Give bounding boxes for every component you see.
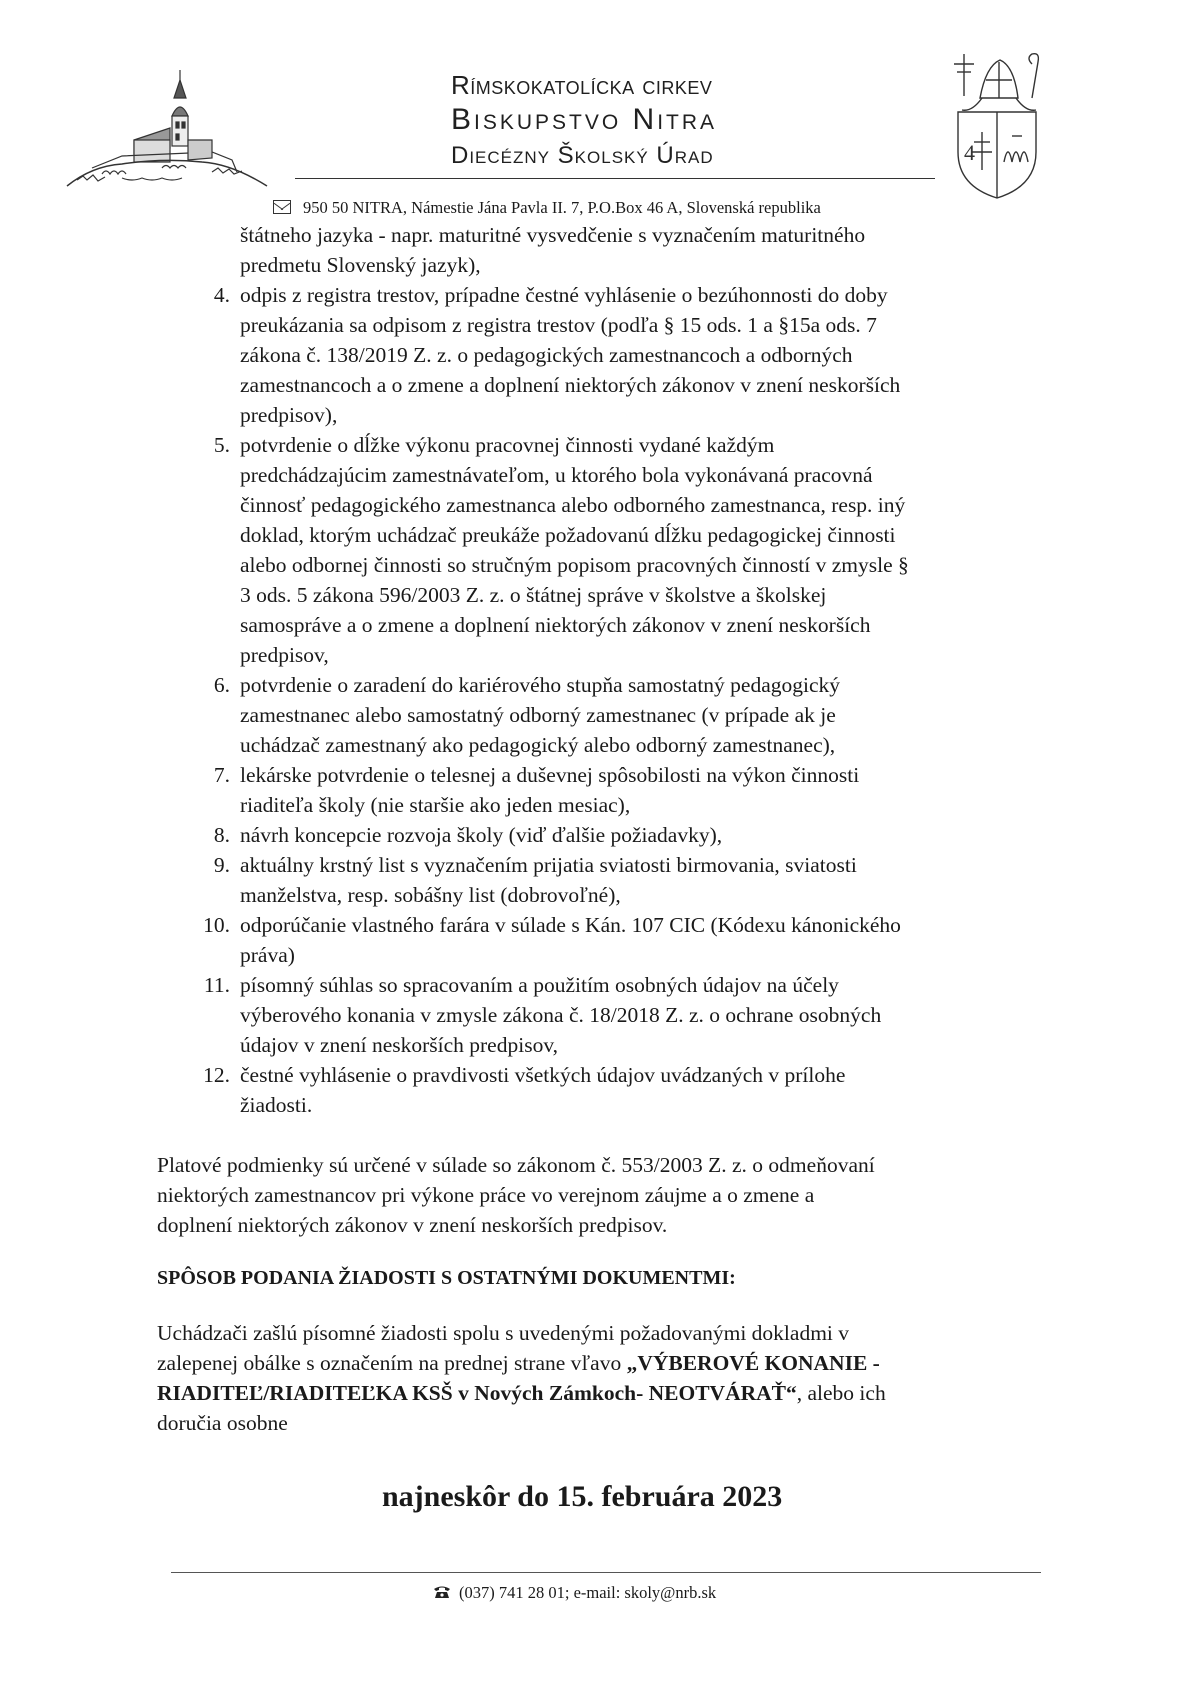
- list-item-line: predpisov),: [240, 403, 338, 427]
- submission-heading: SPÔSOB PODANIA ŽIADOSTI S OSTATNÝMI DOKUMENTMI:: [157, 1267, 736, 1289]
- submission-paragraph: [157, 1318, 886, 1438]
- salary-paragraph: [157, 1150, 875, 1240]
- list-item-line: výberového konania v zmysle zákona č. 18/2018 Z. z. o ochrane osobných: [240, 1003, 882, 1027]
- submission-line-4: doručia osobne: [157, 1411, 288, 1435]
- list-item-line: preukázania sa odpisom z registra trestov (podľa § 15 ods. 1 a §15a ods. 7: [240, 313, 877, 337]
- letterhead-address: 950 50 NITRA, Námestie Jána Pavla II. 7, P.O.Box 46 A, Slovenská republika: [273, 198, 821, 218]
- list-item-number: 7.: [213, 763, 230, 787]
- list-item-line: riaditeľa školy (nie staršie ako jeden mesiac),: [240, 793, 631, 817]
- coat-of-arms-icon: [942, 52, 1050, 202]
- list-item-line: zákona č. 138/2019 Z. z. o pedagogických zamestnancoch a odborných: [240, 343, 853, 367]
- list-item-line: potvrdenie o dĺžke výkonu pracovnej činnosti vydané každým: [240, 433, 775, 457]
- list-item-number: 4.: [213, 283, 230, 307]
- list-item-text: [240, 760, 859, 820]
- list-item-line: potvrdenie o zaradení do kariérového stupňa samostatný pedagogický: [240, 673, 841, 697]
- list-item-line: čestné vyhlásenie o pravdivosti všetkých údajov uvádzaných v prílohe: [240, 1063, 846, 1087]
- submission-line-1: Uchádzači zašlú písomné žiadosti spolu s uvedenými požadovanými dokladmi v: [157, 1321, 850, 1345]
- list-item-line: písomný súhlas so spracovaním a použitím osobných údajov na účely: [240, 973, 839, 997]
- list-item-number: 12.: [203, 1063, 230, 1087]
- list-item-line: údajov v znení neskorších predpisov,: [240, 1033, 559, 1057]
- salary-line-2: niektorých zamestnancov pri výkone práce vo verejnom záujme a o zmene a: [157, 1183, 815, 1207]
- continuation-line-1: štátneho jazyka - napr. maturitné vysvedčenie s vyznačením maturitného: [240, 223, 866, 247]
- list-item-line: žiadosti.: [240, 1093, 313, 1117]
- list-item-number: 8.: [213, 823, 230, 847]
- list-item-line: činnosť pedagogického zamestnanca alebo odborného zamestnanca, resp. iný: [240, 493, 906, 517]
- list-item-text: [240, 820, 722, 850]
- list-item-line: samospráve a o zmene a doplnení niektorých zákonov v znení neskorších: [240, 613, 871, 637]
- letterhead-church-name: Rímskokatolícka cirkev: [451, 70, 713, 100]
- submission-line-3: RIADITEĽ/RIADITEĽKA KSŠ v Nových Zámkoch- NEOTVÁRAŤ“, alebo ich: [157, 1381, 886, 1405]
- list-item-line: lekárske potvrdenie o telesnej a duševnej spôsobilosti na výkon činnosti: [240, 763, 860, 787]
- phone-icon: [433, 1585, 451, 1599]
- list-item-text: [240, 910, 901, 970]
- list-item-line: návrh koncepcie rozvoja školy (viď ďalšie požiadavky),: [240, 823, 723, 847]
- footer-contact: [433, 1583, 716, 1603]
- list-item-line: aktuálny krstný list s vyznačením prijatia sviatosti birmovania, sviatosti: [240, 853, 857, 877]
- list-item-number: 9.: [213, 853, 230, 877]
- list-item-line: 3 ods. 5 zákona 596/2003 Z. z. o štátnej správe v školstve a školskej: [240, 583, 827, 607]
- list-item-line: odporúčanie vlastného farára v súlade s Kán. 107 CIC (Kódexu kánonického: [240, 913, 901, 937]
- footer-divider: [171, 1572, 1041, 1573]
- list-item-line: odpis z registra trestov, prípadne čestné vyhlásenie o bezúhonnosti do doby: [240, 283, 888, 307]
- list-item-line: predpisov,: [240, 643, 329, 667]
- list-item-number: 10.: [203, 913, 230, 937]
- list-item-text: [240, 280, 900, 430]
- list-item-number: 5.: [213, 433, 230, 457]
- list-item-line: zamestnancoch a o zmene a doplnení niektorých zákonov v znení neskorších: [240, 373, 901, 397]
- submission-line-2: zalepenej obálke s označením na prednej strane vľavo „VÝBEROVÉ KONANIE -: [157, 1351, 880, 1375]
- castle-logo-icon: [62, 68, 272, 196]
- footer-text: (037) 741 28 01; e-mail: skoly@nrb.sk: [459, 1583, 717, 1602]
- list-item-number: 6.: [213, 673, 230, 697]
- letterhead-office: Diecézny Školský Úrad: [451, 142, 714, 169]
- continuation-line-2: predmetu Slovenský jazyk),: [240, 253, 481, 277]
- svg-text:4: 4: [964, 140, 975, 165]
- envelope-icon: [273, 200, 291, 214]
- list-item-number: 11.: [203, 973, 230, 997]
- list-item-line: uchádzač zamestnaný ako pedagogický alebo odborný zamestnanec),: [240, 733, 836, 757]
- list-item-text: [240, 670, 840, 760]
- list-item-line: zamestnanec alebo samostatný odborný zamestnanec (v prípade ak je: [240, 703, 836, 727]
- letterhead-bishopric: Biskupstvo Nitra: [451, 103, 718, 136]
- list-item-text: [240, 1060, 845, 1120]
- salary-line-1: Platové podmienky sú určené v súlade so zákonom č. 553/2003 Z. z. o odmeňovaní: [157, 1153, 875, 1177]
- list-item-line: alebo odbornej činnosti so stručným popisom pracovných činností v zmysle §: [240, 553, 909, 577]
- deadline: najneskôr do 15. februára 2023: [382, 1480, 783, 1513]
- list-item-text: [240, 970, 881, 1060]
- letterhead-divider: [295, 178, 935, 179]
- salary-line-3: doplnení niektorých zákonov v znení neskorších predpisov.: [157, 1213, 668, 1237]
- list-item-line: predchádzajúcim zamestnávateľom, u ktorého bola vykonávaná pracovná: [240, 463, 873, 487]
- list-item-line: práva): [240, 943, 295, 967]
- list-item-line: manželstva, resp. sobášny list (dobrovoľné),: [240, 883, 621, 907]
- list-item-text: [240, 430, 909, 670]
- list-item-line: doklad, ktorým uchádzač preukáže požadovanú dĺžku pedagogickej činnosti: [240, 523, 896, 547]
- list-item-text: [240, 850, 857, 910]
